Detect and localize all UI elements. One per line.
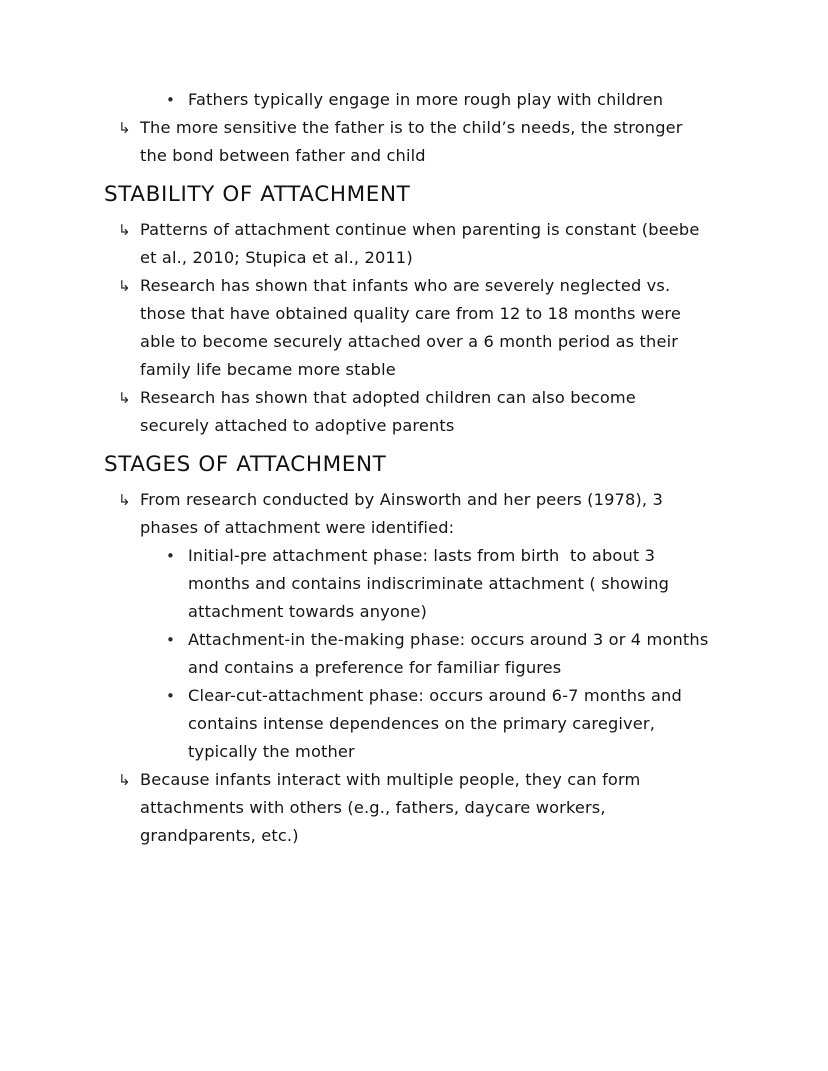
section-heading: STABILITY OF ATTACHMENT (104, 182, 411, 207)
list-item-text: Attachment-in the-making phase: occurs around 3 or 4 months and contains a preference for familiar figures (188, 630, 714, 677)
list-item (118, 114, 732, 170)
bullet-dot-icon: • (166, 631, 175, 649)
list-item-text: Patterns of attachment continue when parenting is constant (beebe et al., 2010; Stupica et al., 2011) (140, 220, 705, 267)
bullet-arrow-icon: ↳ (118, 221, 131, 239)
list-item-text: Because infants interact with multiple people, they can form attachments with others (e.g., fathers, daycare workers, grandparents, etc.) (140, 770, 646, 845)
list-item (118, 384, 732, 440)
list-item (166, 542, 732, 626)
list-item (118, 486, 732, 542)
list-item (166, 86, 732, 114)
list-item-text: Initial-pre attachment phase: lasts from birth to about 3 months and contains indiscriminate attachment ( showing attachment towards anyone) (188, 546, 675, 621)
bullet-dot-icon: • (166, 547, 175, 565)
list-item (166, 626, 732, 682)
list-item-text: From research conducted by Ainsworth and her peers (1978), 3 phases of attachment were identified: (140, 490, 669, 537)
bullet-arrow-icon: ↳ (118, 389, 131, 407)
list-item-text: Fathers typically engage in more rough play with children (188, 90, 664, 109)
list-item (118, 766, 732, 850)
list-item-text: Research has shown that infants who are severely neglected vs. those that have obtained quality care from 12 to 18 months were able to become securely attached over a 6 month period as their family life became more stable (140, 276, 687, 379)
bullet-arrow-icon: ↳ (118, 119, 131, 137)
bullet-arrow-icon: ↳ (118, 771, 131, 789)
list-item (118, 272, 732, 384)
document-body (96, 86, 732, 850)
list-item (166, 682, 732, 766)
list-item-text: Clear-cut-attachment phase: occurs around 6-7 months and contains intense dependences on the primary caregiver, typically the mother (188, 686, 688, 761)
list-item-text: The more sensitive the father is to the child’s needs, the stronger the bond between father and child (140, 118, 688, 165)
bullet-dot-icon: • (166, 91, 175, 109)
bullet-arrow-icon: ↳ (118, 277, 131, 295)
bullet-arrow-icon: ↳ (118, 491, 131, 509)
bullet-dot-icon: • (166, 687, 175, 705)
section-heading: STAGES OF ATTACHMENT (104, 452, 387, 477)
list-item-text: Research has shown that adopted children can also become securely attached to adoptive parents (140, 388, 642, 435)
list-item (118, 216, 732, 272)
